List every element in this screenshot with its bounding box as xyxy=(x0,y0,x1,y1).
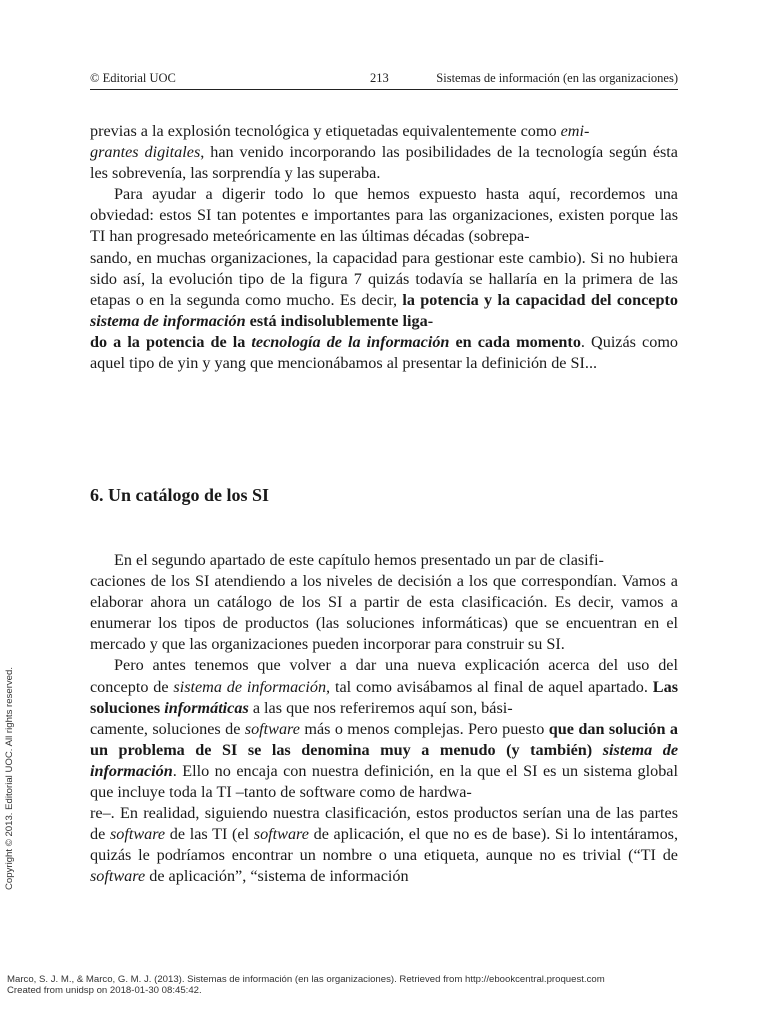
text-run: informáticas xyxy=(164,698,249,717)
text-run: sistema de información, xyxy=(173,677,331,696)
text-run: sistema de información xyxy=(90,311,246,330)
side-copyright-notice xyxy=(4,666,18,890)
text-block-section-6 xyxy=(90,550,678,888)
paragraph xyxy=(90,550,678,655)
text-run: tal como avisábamos al final de aquel apartado. xyxy=(330,677,653,696)
text-run: que dan solución a un problema de SI se las denomina muy a menudo (y también) xyxy=(90,719,679,759)
text-run: de aplicación”, “sistema de información xyxy=(145,867,409,886)
page-number: 213 xyxy=(370,71,389,85)
page-footer xyxy=(7,974,605,996)
text-run: previas a la explosión tecnológica y etiquetadas equivalentemente como xyxy=(90,122,561,140)
text-run: sistema de información xyxy=(90,740,678,780)
paragraph xyxy=(90,655,678,887)
paragraph xyxy=(90,121,678,184)
text-run: . Quizás como aquel tipo de yin y yang que mencionábamos al presentar la definición de SI... xyxy=(90,332,679,373)
text-run: software xyxy=(90,867,146,886)
publisher-label: © Editorial UOC xyxy=(90,71,176,85)
text-run: Pero antes tenemos que volver a dar una nueva explicación acerca del uso del concepto de xyxy=(90,656,678,696)
text-run: de las TI (el xyxy=(165,825,254,844)
section-heading: 6. Un catálogo de los SI xyxy=(90,485,270,505)
text-run: la potencia y la capacidad del concepto xyxy=(402,290,678,309)
text-run: . Ello no encaja con nuestra definición, en la que el SI es un sistema global que incluye toda la TI –tanto de software como de hardwa- re–. En realidad, siguiendo nuestra clasificación, estos productos serían una de las partes de xyxy=(90,761,678,844)
text-run: software xyxy=(109,825,166,844)
text-run: de aplicación, el que no es de base). Si lo intentáramos, quizás le podríamos encontrar un nombre o una etiqueta, aunque no es trivial (“TI de xyxy=(90,825,679,865)
copyright-text: Copyright © 2013. Editorial UOC. All rights reserved. xyxy=(4,666,15,890)
text-run: Para ayudar a digerir todo lo que hemos expuesto hasta aquí, recordemos una obviedad: estos SI tan potentes e importantes para las organizaciones, existen porque las TI han progresado meteóricamente en las últimas décadas (sobrepa- sando, en muchas organizaciones, la capacidad para gestionar este cambio). Si no hubiera sido así, la evolución tipo de la figura 7 quizás todavía se hallaría en la primera de las etapas o en la segunda como mucho. Es decir, xyxy=(90,185,678,309)
text-run: a las que nos referiremos aquí son, bási- camente, soluciones de xyxy=(90,698,513,738)
text-run: En el segundo apartado de este capítulo hemos presentado un par de clasifi- caciones de los SI atendiendo a los niveles de decisión a los que correspondían. Vamos a elaborar ahora un catálogo de los SI a partir de esta clasificación. Es decir, vamos a enumerar los tipos de productos (las soluciones informáticas) que se encuentran en el mercado y que las organizaciones pueden incorporar para construir su SI. xyxy=(90,551,678,654)
text-run: , han venido incorporando las posibilidades de la tecnología según ésta les sobrevenía, las sorprendía y las superaba. xyxy=(90,143,678,183)
text-run: software xyxy=(253,825,309,844)
text-run: en cada momento xyxy=(449,332,581,351)
running-header xyxy=(90,70,678,90)
book-title: Sistemas de información (en las organizaciones) xyxy=(436,71,678,85)
created-timestamp: Created from unidsp on 2018-01-30 08:45:42. xyxy=(7,985,202,996)
text-run: software xyxy=(244,719,300,738)
text-block-intro xyxy=(90,121,678,374)
paragraph xyxy=(90,184,678,374)
text-run: más o menos complejas. Pero puesto xyxy=(299,719,549,738)
text-run: está indisolublemente liga- do a la potencia de la xyxy=(90,311,434,351)
text-run: emi- grantes digitales xyxy=(90,122,590,162)
text-run: tecnología de la información xyxy=(251,332,450,351)
citation-text: Marco, S. J. M., & Marco, G. M. J. (2013). Sistemas de información (en las organizaciones). Retrieved from http://ebookcentral.proquest.com xyxy=(7,974,605,985)
text-run: Las soluciones xyxy=(90,677,678,717)
